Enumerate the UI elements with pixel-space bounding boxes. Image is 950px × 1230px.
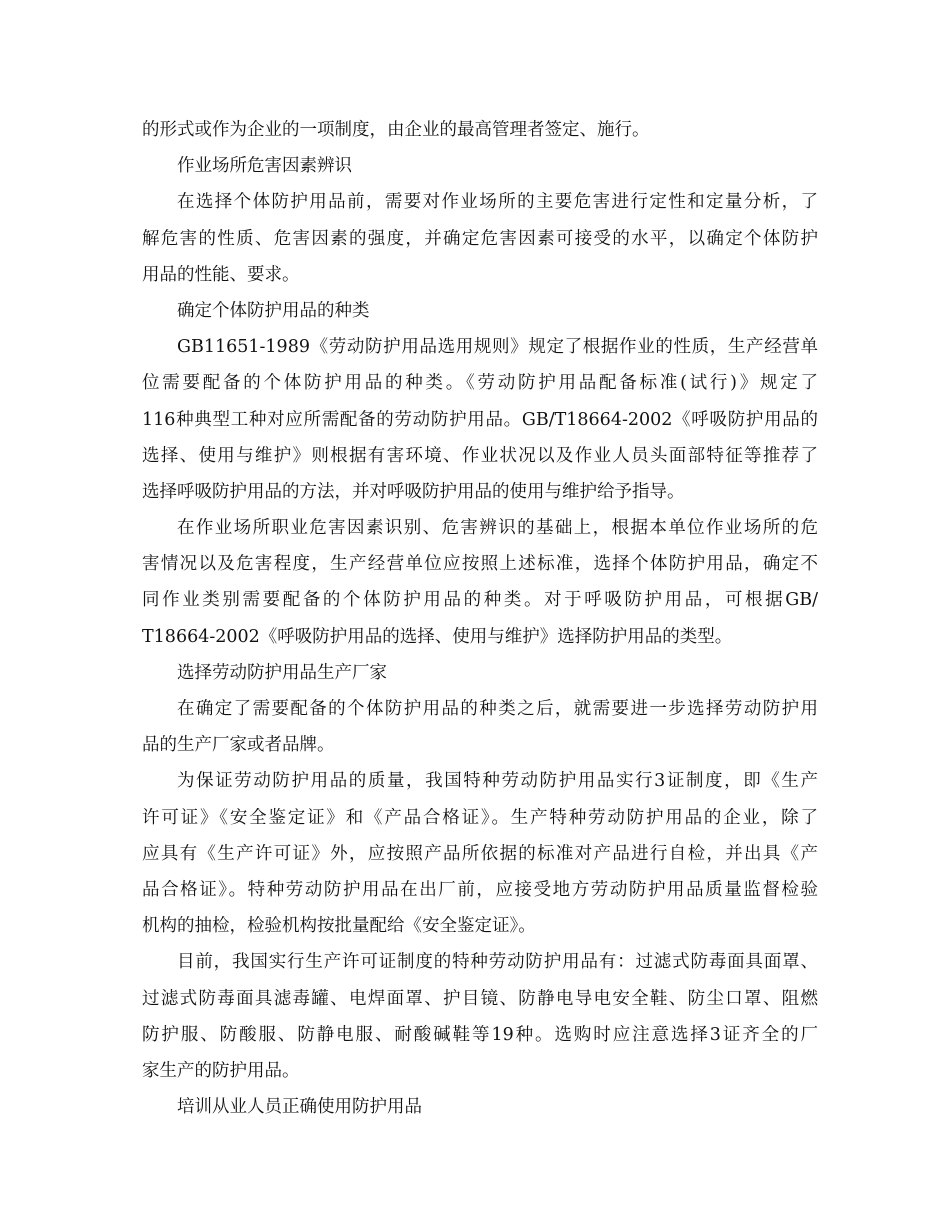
text-line: 在确定了需要配备的个体防护用品的种类之后，就需要进一步选择劳动防护用 <box>177 699 818 719</box>
heading-line: 选择劳动防护用品生产厂家 <box>177 662 387 683</box>
heading-line: 培训从业人员正确使用防护用品 <box>177 1097 422 1118</box>
text-line: 的形式或作为企业的一项制度，由企业的最高管理者签定、施行。 <box>142 120 650 140</box>
text-line: GB11651-1989《劳动防护用品选用规则》规定了根据作业的性质，生产经营单 <box>177 337 818 358</box>
section-heading-ppe-types <box>142 293 818 329</box>
paragraph <box>142 763 818 944</box>
text-line: 为保证劳动防护用品的质量，我国特种劳动防护用品实行3证制度，即《生产 <box>177 771 818 792</box>
text-line: 同作业类别需要配备的个体防护用品的种类。对于呼吸防护用品，可根据GB/ <box>142 590 818 611</box>
text-line: 选择呼吸防护用品的方法，并对呼吸防护用品的使用与维护给予指导。 <box>142 481 685 502</box>
heading-line: 作业场所危害因素辨识 <box>177 156 352 177</box>
section-heading-training <box>142 1089 818 1125</box>
text-line: 目前，我国实行生产许可证制度的特种劳动防护用品有：过滤式防毒面具面罩、 <box>177 952 818 973</box>
text-line: 在选择个体防护用品前，需要对作业场所的主要危害进行定性和定量分析，了 <box>177 192 818 213</box>
paragraph <box>142 184 818 293</box>
heading-line: 确定个体防护用品的种类 <box>177 300 370 321</box>
text-line: 选择、使用与维护》则根据有害环境、作业状况以及作业人员头面部特征等推荐了 <box>142 445 818 466</box>
text-line: 品合格证》。特种劳动防护用品在出厂前，应接受地方劳动防护用品质量监督检验 <box>142 879 818 900</box>
text-line: 许可证》《安全鉴定证》和《产品合格证》。生产特种劳动防护用品的企业，除了 <box>142 807 818 828</box>
section-heading-select-manufacturer <box>142 655 818 691</box>
text-line: 机构的抽检，检验机构按批量配给《安全鉴定证》。 <box>142 916 536 937</box>
text-line: 害情况以及危害程度，生产经营单位应按照上述标准，选择个体防护用品，确定不 <box>142 554 818 575</box>
paragraph <box>142 510 818 655</box>
paragraph <box>142 944 818 1089</box>
text-line: 位需要配备的个体防护用品的种类。《劳动防护用品配备标准(试行)》规定了 <box>142 373 818 394</box>
text-line: 家生产的防护用品。 <box>142 1060 300 1081</box>
text-line: 防护服、防酸服、防静电服、耐酸碱鞋等19种。选购时应注意选择3证齐全的厂 <box>142 1024 818 1045</box>
text-line: 在作业场所职业危害因素识别、危害辨识的基础上，根据本单位作业场所的危 <box>177 518 818 539</box>
paragraph-continuation <box>142 112 818 148</box>
section-heading-hazard-identification <box>142 148 818 184</box>
paragraph <box>142 691 818 763</box>
document-page <box>142 112 818 1125</box>
text-line: 用品的性能、要求。 <box>142 264 300 285</box>
text-line: 解危害的性质、危害因素的强度，并确定危害因素可接受的水平，以确定个体防护 <box>142 228 818 249</box>
text-line: 品的生产厂家或者品牌。 <box>142 735 335 756</box>
paragraph <box>142 329 818 510</box>
text-line: 过滤式防毒面具滤毒罐、电焊面罩、护目镜、防静电导电安全鞋、防尘口罩、阻燃 <box>142 988 818 1009</box>
text-line: T18664-2002《呼吸防护用品的选择、使用与维护》选择防护用品的类型。 <box>142 626 733 647</box>
text-line: 应具有《生产许可证》外，应按照产品所依据的标准对产品进行自检，并出具《产 <box>142 843 818 864</box>
text-line: 116种典型工种对应所需配备的劳动防护用品。GB/T18664-2002《呼吸防护用品的 <box>142 409 818 430</box>
